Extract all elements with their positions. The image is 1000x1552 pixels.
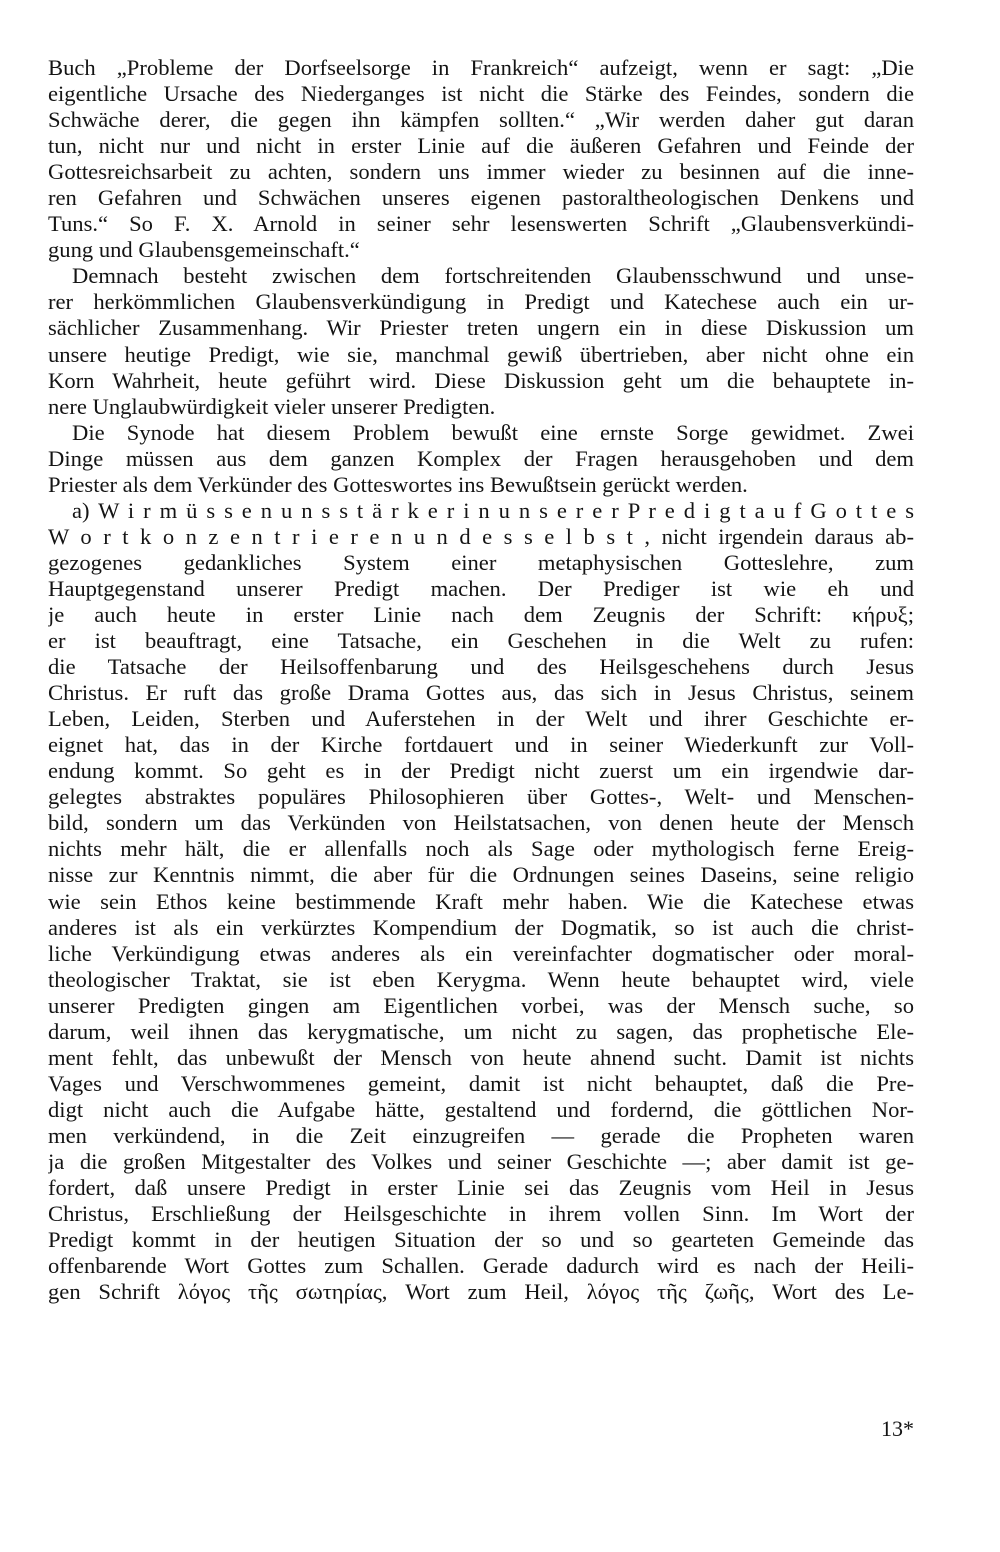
text-line: Korn Wahrheit, heute geführt wird. Diese Diskussion geht um die behauptete in-: [48, 367, 914, 393]
text-line: bild, sondern um das Verkünden von Heilstatsachen, von denen heute der Mensch: [48, 810, 914, 836]
text-line: tun, nicht nur und nicht in erster Linie auf die äußeren Gefahren und Feinde der: [48, 133, 914, 159]
text-line: liche Verkündigung etwas anderes als ein vereinfachter dogmatischer oder moral-: [48, 940, 914, 966]
text-line: nisse zur Kenntnis nimmt, die aber für die Ordnungen seines Daseins, seine religio: [48, 862, 914, 888]
page-body: [48, 55, 914, 1305]
text-line: Vages und Verschwommenes gemeint, damit ist nicht behauptet, daß die Pre-: [48, 1070, 914, 1096]
text-line: gelegtes abstraktes populäres Philosophieren über Gottes-, Welt- und Menschen-: [48, 784, 914, 810]
text-line: Christus, Erschließung der Heilsgeschichte in ihrem vollen Sinn. Im Wort der: [48, 1201, 914, 1227]
text-line: je auch heute in erster Linie nach dem Zeugnis der Schrift: κήρυξ;: [48, 601, 914, 627]
text-line: theologischer Traktat, sie ist eben Kerygma. Wenn heute behauptet wird, viele: [48, 966, 914, 992]
text-line: gezogenes gedankliches System einer metaphysischen Gotteslehre, zum: [48, 549, 914, 575]
text-line: Buch „Probleme der Dorfseelsorge in Frankreich“ aufzeigt, wenn er sagt: „Die: [48, 55, 914, 80]
text-line: Predigt kommt in der heutigen Situation der so und so gearteten Gemeinde das: [48, 1227, 914, 1253]
text-line: offenbarende Wort Gottes zum Schallen. Gerade dadurch wird es nach der Heili-: [48, 1253, 914, 1279]
text-line: rer herkömmlichen Glaubensverkündigung in Predigt und Katechese auch ein ur-: [48, 289, 914, 315]
text-line: fordert, daß unsere Predigt in erster Linie sei das Zeugnis vom Heil in Jesus: [48, 1175, 914, 1201]
text-line: ren Gefahren und Schwächen unseres eigenen pastoraltheologischen Denkens und: [48, 185, 914, 211]
text-line: darum, weil ihnen das kerygmatische, um nicht zu sagen, das prophetische Ele-: [48, 1018, 914, 1044]
text-line: Tuns.“ So F. X. Arnold in seiner sehr lesenswerten Schrift „Glaubensverkündi-: [48, 211, 914, 237]
page-number: 13*: [881, 1416, 914, 1441]
text-line: nichts mehr hält, die er allenfalls noch als Sage oder mythologisch ferne Ereig-: [48, 836, 914, 862]
text-line: er ist beauftragt, eine Tatsache, ein Geschehen in die Welt zu rufen:: [48, 628, 914, 654]
text-line: gung und Glaubensgemeinschaft.“: [48, 237, 360, 263]
text-line: Hauptgegenstand unserer Predigt machen. Der Prediger ist wie eh und: [48, 575, 914, 601]
text-line: unsere heutige Predigt, wie sie, manchmal gewiß übertrieben, aber nicht ohne ein: [48, 341, 914, 367]
text-line: Priester als dem Verkünder des Gotteswortes ins Bewußtsein gerückt werden.: [48, 471, 748, 497]
text-line: anderes ist als ein verkürztes Kompendium der Dogmatik, so ist auch die christ-: [48, 914, 914, 940]
text-line: gen Schrift λόγος τῆς σωτηρίας, Wort zum Heil, λόγος τῆς ζωῆς, Wort des Le-: [48, 1279, 914, 1305]
text-line: eignet hat, das in der Kirche fortdauert und in seiner Wiederkunft zur Voll-: [48, 732, 914, 758]
text-line: Dinge müssen aus dem ganzen Komplex der Fragen herausgehoben und dem: [48, 445, 914, 471]
text-line: wie sein Ethos keine bestimmende Kraft mehr haben. Wie die Katechese etwas: [48, 888, 914, 914]
text-line: nere Unglaubwürdigkeit vieler unserer Predigten.: [48, 393, 496, 419]
text-line: men verkündend, in die Zeit einzugreifen — gerade die Propheten waren: [48, 1122, 914, 1148]
text-line: ment fehlt, das unbewußt der Mensch von heute ahnend sucht. Damit ist nichts: [48, 1044, 914, 1070]
text-line: ja die großen Mitgestalter des Volkes und seiner Geschichte —; aber damit ist ge-: [48, 1148, 914, 1174]
text-line: Gottesreichsarbeit zu achten, sondern uns immer wieder zu besinnen auf die inne-: [48, 159, 914, 185]
text-line: Christus. Er ruft das große Drama Gottes aus, das sich in Jesus Christus, seinem: [48, 680, 914, 706]
text-line: Schwäche derer, die gegen ihn kämpfen sollten.“ „Wir werden daher gut daran: [48, 107, 914, 133]
text-line: endung kommt. So geht es in der Predigt nicht zuerst um ein irgendwie dar-: [48, 758, 914, 784]
text-line: digt nicht auch die Aufgabe hätte, gestaltend und fordernd, die göttlichen Nor-: [48, 1096, 914, 1122]
text-line: eigentliche Ursache des Niederganges ist nicht die Stärke des Feindes, sondern die: [48, 81, 914, 107]
text-line: sächlicher Zusammenhang. Wir Priester treten ungern ein in diese Diskussion um: [48, 315, 914, 341]
text-line: unserer Predigten gingen am Eigentlichen vorbei, was der Mensch suche, so: [48, 992, 914, 1018]
text-line: W o r t k o n z e n t r i e r e n u n d e s s e l b s t , nicht irgendein daraus ab-: [48, 523, 914, 549]
text-line: die Tatsache der Heilsoffenbarung und des Heilsgeschehens durch Jesus: [48, 654, 914, 680]
text-line: Die Synode hat diesem Problem bewußt eine ernste Sorge gewidmet. Zwei: [72, 419, 914, 445]
text-line: Demnach besteht zwischen dem fortschreitenden Glaubensschwund und unse-: [72, 263, 914, 289]
text-line: a) W i r m ü s s e n u n s s t ä r k e r i n u n s e r e r P r e d i g t a u f G o t t e s: [72, 497, 914, 523]
text-line: Leben, Leiden, Sterben und Auferstehen in der Welt und ihrer Geschichte er-: [48, 706, 914, 732]
